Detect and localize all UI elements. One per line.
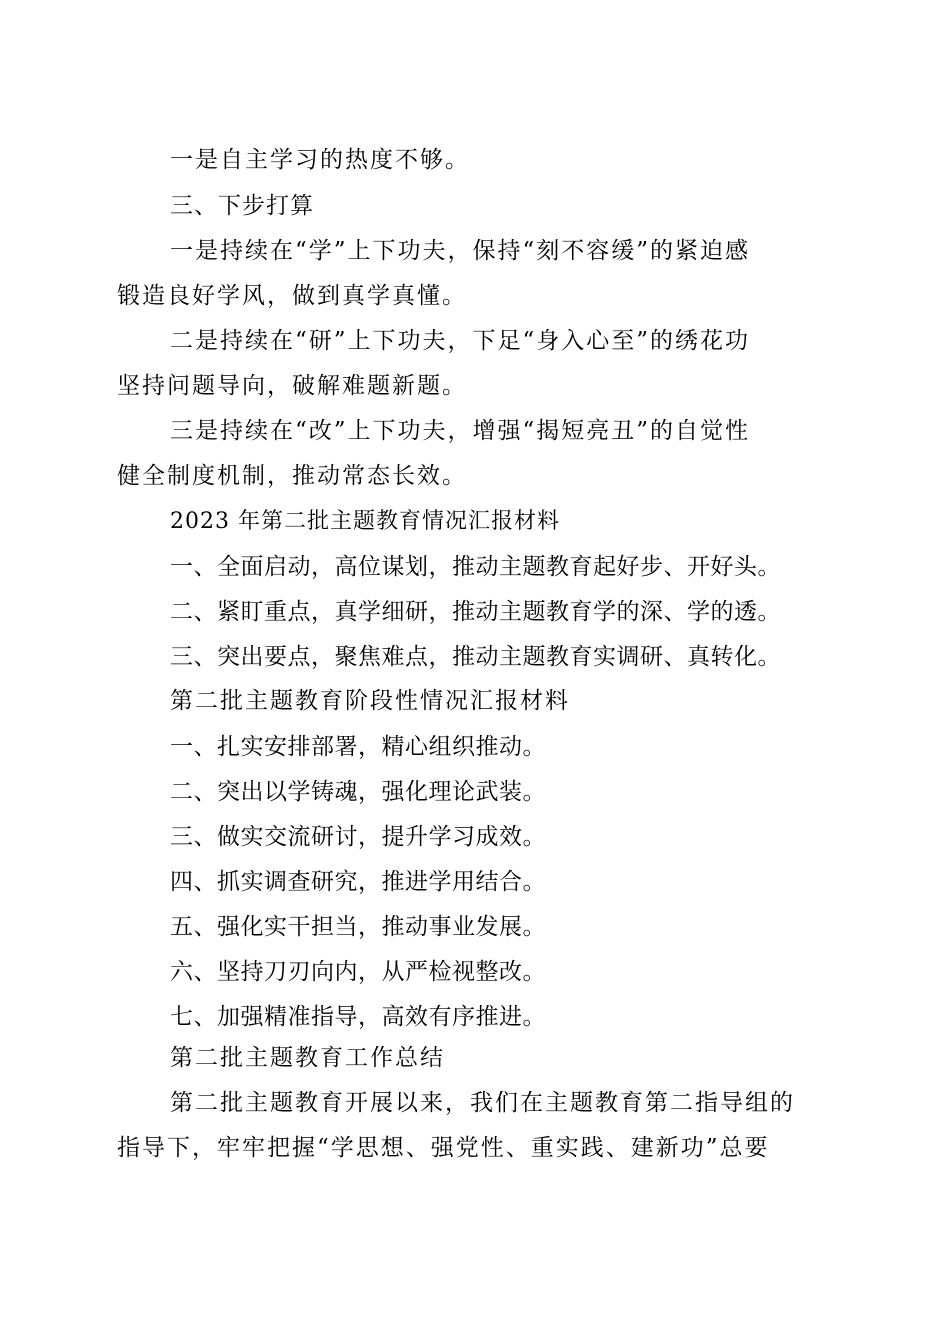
stage-item-4: 四、抓实调查研究，推进学用结合。 — [170, 869, 546, 895]
title-work-summary: 第二批主题教育工作总结 — [170, 1045, 445, 1071]
plan-1-line-2: 锻造良好学风，做到真学真懂。 — [117, 283, 467, 309]
plan-1-line-1: 一是持续在“学”上下功夫，保持“刻不容缓”的紧迫感 — [170, 238, 751, 264]
section-heading-next-steps: 三、下步打算 — [170, 193, 314, 219]
stage-item-5: 五、强化实干担当，推动事业发展。 — [170, 914, 546, 940]
report-item-2: 二、紧盯重点，真学细研，推动主题教育学的深、学的透。 — [170, 599, 781, 625]
paragraph-self-study: 一是自主学习的热度不够。 — [170, 147, 470, 173]
title-2023-report: 2023 年第二批主题教育情况汇报材料 — [170, 509, 560, 534]
stage-item-3: 三、做实交流研讨，提升学习成效。 — [170, 824, 546, 850]
title-stage-report: 第二批主题教育阶段性情况汇报材料 — [170, 688, 570, 714]
plan-3-line-1: 三是持续在“改”上下功夫，增强“揭短亮丑”的自觉性 — [170, 418, 751, 444]
stage-item-1: 一、扎实安排部署，精心组织推动。 — [170, 734, 546, 760]
report-item-3: 三、突出要点，聚焦难点，推动主题教育实调研、真转化。 — [170, 644, 781, 670]
summary-line-1: 第二批主题教育开展以来，我们在主题教育第二指导组的 — [170, 1090, 795, 1116]
stage-item-6: 六、坚持刀刃向内，从严检视整改。 — [170, 959, 546, 985]
summary-line-2: 指导下，牢牢把握“学思想、强党性、重实践、建新功”总要 — [117, 1135, 770, 1161]
report-item-1: 一、全面启动，高位谋划，推动主题教育起好步、开好头。 — [170, 554, 781, 580]
stage-item-7: 七、加强精准指导，高效有序推进。 — [170, 1004, 546, 1030]
plan-2-line-1: 二是持续在“研”上下功夫，下足“身入心至”的绣花功 — [170, 328, 751, 354]
plan-3-line-2: 健全制度机制，推动常态长效。 — [117, 463, 467, 489]
stage-item-2: 二、突出以学铸魂，强化理论武装。 — [170, 779, 546, 805]
plan-2-line-2: 坚持问题导向，破解难题新题。 — [117, 373, 467, 399]
